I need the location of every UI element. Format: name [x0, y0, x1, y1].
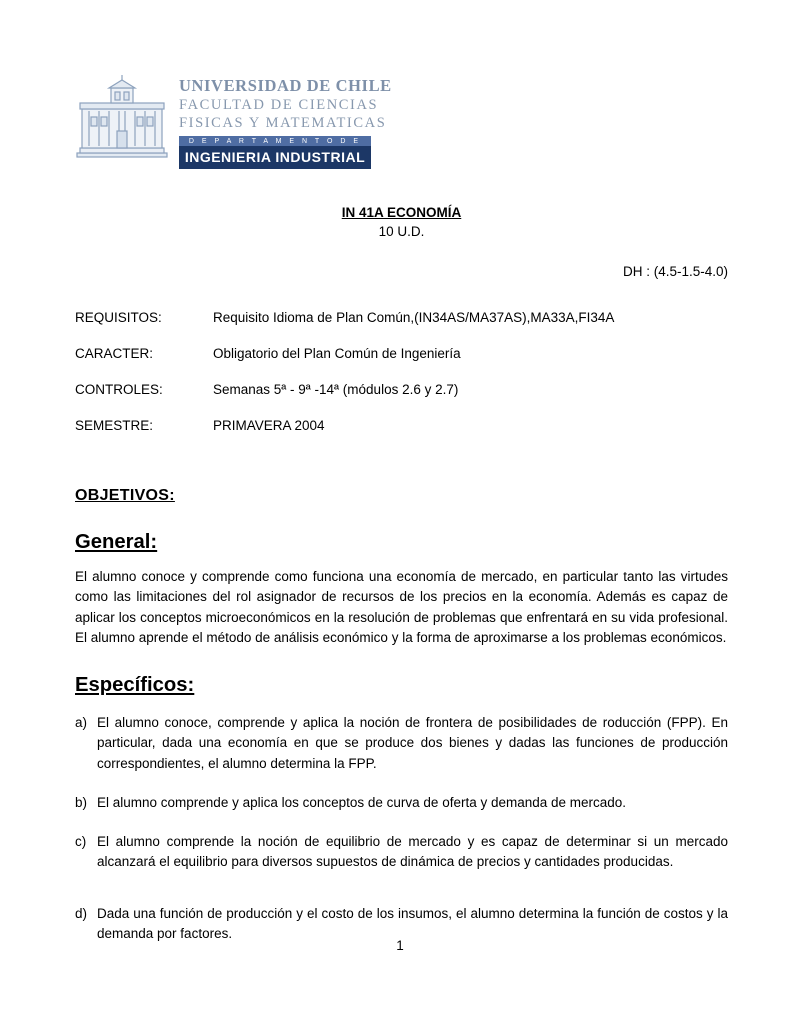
general-objective-paragraph: El alumno conoce y comprende como funciona una economía de mercado, en particular tanto las virtudes como las limitaciones del rol asignador de recursos de los precios en la economía. Además es capaz de aplicar los conceptos microeconómicos en la resolución de problemas que enfrentará en su vida profesional. El alumno aprende el método de análisis económico y la forma de aproximarse a los problemas económicos. — [75, 569, 728, 645]
list-item — [75, 713, 728, 774]
info-row-requisitos — [75, 310, 728, 325]
page-number: 1 — [396, 938, 404, 953]
info-value: PRIMAVERA 2004 — [213, 418, 325, 433]
general-heading: General: — [75, 531, 158, 553]
university-logo-text — [179, 75, 392, 169]
university-logo — [75, 75, 728, 169]
info-value: Requisito Idioma de Plan Común,(IN34AS/MA37AS),MA33A,FI34A — [213, 310, 615, 325]
course-units: 10 U.D. — [378, 224, 425, 239]
course-info — [75, 310, 728, 433]
info-label: CONTROLES: — [75, 382, 163, 397]
specific-heading: Específicos: — [75, 674, 195, 696]
objectives-heading: OBJETIVOS: — [75, 487, 175, 504]
list-item-text: El alumno comprende y aplica los conceptos de curva de oferta y demanda de mercado. — [97, 794, 627, 810]
course-title — [75, 205, 728, 220]
info-label: SEMESTRE: — [75, 418, 154, 433]
list-item — [75, 832, 728, 873]
department-of-label: D E P A R T A M E N T O D E — [179, 136, 371, 146]
university-crest-icon — [75, 75, 169, 161]
info-value: Semanas 5ª - 9ª -14ª (módulos 2.6 y 2.7) — [213, 382, 459, 397]
university-name: UNIVERSIDAD DE CHILE — [179, 76, 392, 95]
list-item-text: El alumno comprende la noción de equilibrio de mercado y es capaz de determinar si un mercado alcanzará el equilibrio para diversos supuestos de dinámica de precios y cantidades producidas. — [97, 834, 728, 870]
info-row-controles — [75, 382, 728, 397]
specific-objectives-list — [75, 713, 728, 944]
info-label: CARACTER: — [75, 346, 154, 361]
course-title-text: IN 41A ECONOMÍA — [341, 205, 462, 220]
dh-value: DH : (4.5-1.5-4.0) — [622, 264, 728, 279]
info-row-semestre — [75, 418, 728, 433]
list-item-text: Dada una función de producción y el costo de los insumos, el alumno determina la función de costos y la demanda por factores. — [97, 905, 728, 941]
list-item-marker: b) — [75, 794, 88, 810]
list-item-marker: a) — [75, 715, 88, 730]
faculty-name-line1: FACULTAD DE CIENCIAS — [179, 97, 379, 113]
faculty-name-line2: FISICAS Y MATEMATICAS — [179, 115, 387, 131]
info-row-caracter — [75, 346, 728, 361]
department-name: INGENIERIA INDUSTRIAL — [179, 146, 371, 169]
info-value: Obligatorio del Plan Común de Ingeniería — [213, 346, 461, 361]
list-item-marker: c) — [75, 834, 87, 849]
list-item-text: El alumno conoce, comprende y aplica la noción de frontera de posibilidades de roducción (FPP). En particular, dada una economía en que se produce dos bienes y dadas las funciones de producción correspondientes, el alumno determina la FPP. — [97, 715, 728, 771]
list-item-marker: d) — [75, 905, 88, 921]
list-item — [75, 793, 728, 813]
info-label: REQUISITOS: — [75, 310, 162, 325]
